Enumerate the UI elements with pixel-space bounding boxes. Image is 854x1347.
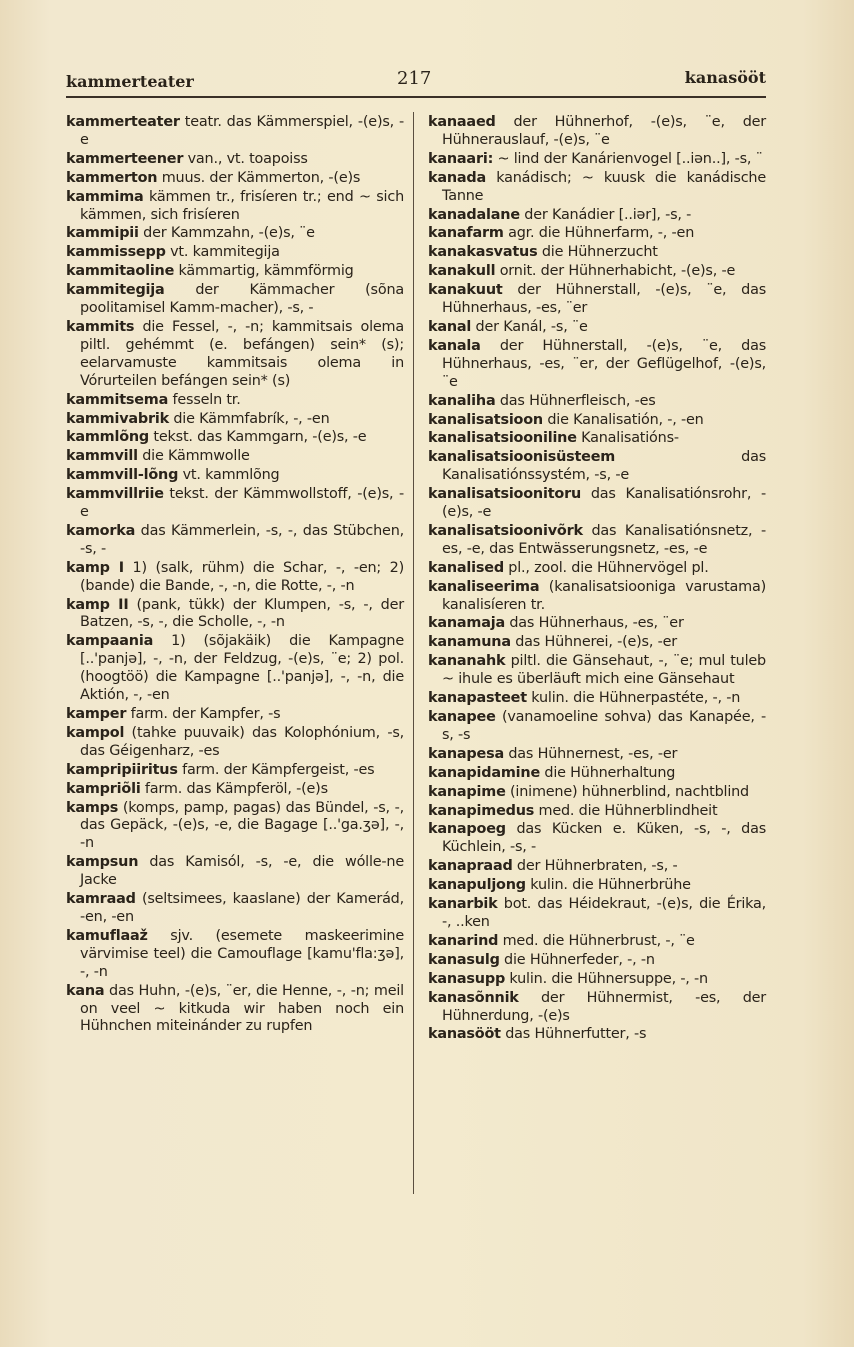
dictionary-entry xyxy=(66,706,404,724)
entry-headword: kanakull xyxy=(428,263,496,280)
entry-definition: kulin. die Hühnerbrühe xyxy=(525,877,691,894)
entry-definition: tekst. der Kämmwollstoff, -(e)s, -e xyxy=(80,486,404,521)
dictionary-entry xyxy=(428,821,766,857)
dictionary-entry xyxy=(428,990,766,1026)
entry-definition: (tahke puuvaik) das Kolophónium, -s, das Géigenharz, -es xyxy=(80,724,404,759)
dictionary-entry xyxy=(428,244,766,262)
entry-headword: kammlõng xyxy=(66,429,150,446)
entry-definition: kulin. die Hühnersuppe, -, -n xyxy=(505,970,708,987)
dictionary-entry xyxy=(428,690,766,708)
entry-definition: die Hühnerzucht xyxy=(537,244,658,261)
dictionary-entry xyxy=(66,319,404,391)
entry-headword: kanarbik xyxy=(428,896,498,913)
entry-headword: kanasulg xyxy=(428,951,500,968)
dictionary-entry xyxy=(428,170,766,206)
entry-headword: kanamuna xyxy=(428,634,511,651)
dictionary-entry xyxy=(428,615,766,633)
entry-definition: das Kanalisatiónsrohr, -(e)s, -e xyxy=(442,486,766,521)
dictionary-entry xyxy=(428,933,766,951)
entry-headword: kanaaed xyxy=(428,114,496,130)
entry-definition: (pank, tükk) der Klumpen, -s, -, der Batzen, -s, -, die Scholle, -, -n xyxy=(80,596,404,631)
dictionary-entry xyxy=(428,784,766,802)
entry-headword: kanasööt xyxy=(428,1026,501,1043)
entry-definition: (kanalisatsiooniga varustama) kanalisíeren tr. xyxy=(442,578,766,613)
entry-headword: kamps xyxy=(66,799,119,816)
entry-definition: das Kämmerlein, -s, -, das Stübchen, -s, - xyxy=(80,522,404,557)
entry-headword: kammits xyxy=(66,318,135,335)
entry-headword: kampaania xyxy=(66,633,154,650)
dictionary-entry xyxy=(428,486,766,522)
dictionary-entry xyxy=(428,412,766,430)
dictionary-entry xyxy=(66,854,404,890)
dictionary-entry xyxy=(428,319,766,337)
entry-definition: die Fessel, -, -n; kammitsais olema piltl. gehémmt (e. befángen) sein* (s); eelarvamuste kammitsais olema in Vórurteilen befángen sein* (s) xyxy=(80,318,404,389)
dictionary-entry xyxy=(428,634,766,652)
dictionary-entry xyxy=(428,393,766,411)
dictionary-entry xyxy=(66,244,404,262)
dictionary-entry xyxy=(66,411,404,429)
entry-headword: kanal xyxy=(428,318,472,335)
dictionary-entry xyxy=(428,560,766,578)
dictionary-entry xyxy=(428,858,766,876)
page-header xyxy=(66,66,766,94)
dictionary-entry xyxy=(428,430,766,448)
entry-definition: vt. kammlõng xyxy=(178,467,280,484)
dictionary-entry xyxy=(428,338,766,392)
entry-headword: kammitaoline xyxy=(66,263,175,280)
entry-headword: kanalisatsiooniline xyxy=(428,430,577,447)
entry-headword: kanalisatsioon xyxy=(428,411,543,428)
entry-headword: kamuflaaž xyxy=(66,927,148,944)
entry-definition: das Hühnerfutter, -s xyxy=(500,1026,647,1043)
entry-definition: sjv. (esemete maskeerimine värvimise teel) die Camouflage [kamu'fla:ʒə], -, -n xyxy=(80,927,404,980)
entry-definition: der Hühnerhof, -(e)s, ¨e, der Hühnerauslauf, -(e)s, ¨e xyxy=(442,114,766,148)
entry-definition: ~ lind der Kanárienvogel [..iən..], -s, ¨ xyxy=(493,150,763,167)
entry-headword: kampriõli xyxy=(66,780,141,797)
entry-headword: kamorka xyxy=(66,522,136,539)
dictionary-entry xyxy=(428,263,766,281)
entry-definition: der Kammzahn, -(e)s, ¨e xyxy=(138,225,315,242)
entry-definition: das Hühnernest, -es, -er xyxy=(503,745,678,762)
entry-definition: kanádisch; ~ kuusk die kanádische Tanne xyxy=(442,169,766,204)
dictionary-entry xyxy=(428,1026,766,1044)
dictionary-entry xyxy=(428,896,766,932)
dictionary-entry xyxy=(66,633,404,705)
dictionary-entry xyxy=(66,189,404,225)
entry-headword: kanaari: xyxy=(428,150,494,167)
entry-definition: das Kamisól, -s, -e, die wólle-ne Jacke xyxy=(80,854,404,889)
entry-headword: kammissepp xyxy=(66,244,166,261)
entry-headword: kanapuljong xyxy=(428,877,526,894)
dictionary-entry xyxy=(428,151,766,169)
entry-headword: kampripiiritus xyxy=(66,761,178,778)
entry-definition: das Kanalisatiónssystém, -s, -e xyxy=(442,449,766,484)
entry-headword: kammima xyxy=(66,188,144,205)
entry-definition: farm. der Kampfer, -s xyxy=(126,706,281,722)
entry-definition: fesseln tr. xyxy=(168,391,241,408)
entry-headword: kanalisatsioonisüsteem xyxy=(428,449,616,466)
entry-definition: farm. das Kämpferöl, -(e)s xyxy=(140,780,328,797)
entry-definition: das Huhn, -(e)s, ¨er, die Henne, -, -n; meil on veel ~ kitkuda wir haben noch ein Hühnchen miteinánder zu rupfen xyxy=(80,982,404,1035)
entry-definition: das Hühnerei, -(e)s, -er xyxy=(510,634,677,651)
entry-headword: kammivabrik xyxy=(66,410,169,427)
header-rule xyxy=(66,96,766,98)
entry-headword: kamp I xyxy=(66,559,124,576)
dictionary-entry xyxy=(66,114,404,150)
entry-headword: kana xyxy=(66,982,105,999)
dictionary-entry xyxy=(66,523,404,559)
dictionary-entry xyxy=(66,800,404,854)
entry-headword: kanapraad xyxy=(428,858,513,875)
entry-headword: kanakuut xyxy=(428,282,503,299)
dictionary-entry xyxy=(428,114,766,150)
entry-definition: (komps, pamp, pagas) das Bündel, -s, -, das Gepäck, -(e)s, -e, die Bagage [..'ga.ʒə], -, -n xyxy=(80,799,404,852)
entry-definition: der Hühnerstall, -(e)s, ¨e, das Hühnerhaus, -es, ¨er xyxy=(442,282,766,317)
dictionary-entry xyxy=(428,225,766,243)
entry-definition: 1) (salk, rühm) die Schar, -, -en; 2) (bande) die Bande, -, -n, die Rotte, -, -n xyxy=(80,559,404,594)
entry-definition: der Hühnerstall, -(e)s, ¨e, das Hühnerhaus, -es, ¨er, der Geflügelhof, -(e)s, ¨e xyxy=(442,337,766,390)
entry-headword: kammerton xyxy=(66,169,158,186)
entry-headword: kammitegija xyxy=(66,282,165,299)
left-column xyxy=(66,114,404,1037)
entry-definition: bot. das Héidekraut, -(e)s, die Érika, -, ..ken xyxy=(442,896,766,930)
entry-headword: kanalisatsioonitoru xyxy=(428,486,582,503)
dictionary-entry xyxy=(66,560,404,596)
entry-definition: die Kämmwolle xyxy=(137,448,250,465)
entry-headword: kammerteener xyxy=(66,150,184,167)
dictionary-entry xyxy=(66,983,404,1037)
entry-definition: die Kämmfabrík, -, -en xyxy=(169,410,330,427)
entry-definition: farm. der Kämpfergeist, -es xyxy=(177,761,375,778)
entry-headword: kanaliha xyxy=(428,392,496,409)
entry-headword: kanaliseerima xyxy=(428,578,540,595)
entry-definition: das Hühnerhaus, -es, ¨er xyxy=(505,615,684,632)
entry-definition: das Kanalisatiónsnetz, -es, -e, das Entwässerungsnetz, -es, -e xyxy=(442,522,766,557)
entry-headword: kanakasvatus xyxy=(428,244,538,261)
right-column xyxy=(428,114,766,1045)
entry-definition: med. die Hühnerbrust, -, ¨e xyxy=(498,932,695,949)
entry-headword: kamraad xyxy=(66,891,136,908)
entry-definition: der Kanál, -s, ¨e xyxy=(471,318,588,335)
entry-definition: kämmartig, kämmförmig xyxy=(174,263,354,280)
entry-definition: das Kücken e. Küken, -s, -, das Küchlein, -s, - xyxy=(442,821,766,856)
dictionary-entry xyxy=(428,523,766,559)
entry-definition: der Hühnerbraten, -s, - xyxy=(512,858,678,875)
entry-definition: (vanamoeline sohva) das Kanapée, -s, -s xyxy=(442,709,766,743)
entry-headword: kanapidamine xyxy=(428,764,541,781)
dictionary-entry xyxy=(428,803,766,821)
entry-headword: kanapee xyxy=(428,709,496,725)
entry-headword: kammvillriie xyxy=(66,486,164,503)
running-head-left: kammerteater xyxy=(66,72,194,91)
entry-definition: der Hühnermist, -es, der Hühnerdung, -(e)s xyxy=(442,989,766,1024)
entry-headword: kammerteater xyxy=(66,114,180,130)
dictionary-entry xyxy=(66,597,404,633)
dictionary-entry xyxy=(66,448,404,466)
column-divider xyxy=(413,112,414,1194)
entry-headword: kanalised xyxy=(428,559,504,576)
dictionary-entry xyxy=(66,392,404,410)
entry-headword: kammitsema xyxy=(66,391,169,408)
entry-headword: kammvill-lõng xyxy=(66,467,179,484)
dictionary-entry xyxy=(66,429,404,447)
entry-headword: kammvill xyxy=(66,448,138,465)
dictionary-entry xyxy=(428,971,766,989)
entry-headword: kanapoeg xyxy=(428,821,506,838)
entry-headword: kananahk xyxy=(428,653,506,670)
dictionary-entry xyxy=(66,891,404,927)
entry-headword: kanasõnnik xyxy=(428,989,519,1006)
entry-headword: kampol xyxy=(66,724,125,741)
entry-definition: (inimene) hühnerblind, nachtblind xyxy=(505,783,749,800)
dictionary-entry xyxy=(66,467,404,485)
entry-definition: (seltsimees, kaaslane) der Kamerád, -en, -en xyxy=(80,891,404,925)
entry-headword: kamp II xyxy=(66,596,129,613)
entry-headword: kanala xyxy=(428,337,481,354)
dictionary-entry xyxy=(428,709,766,745)
entry-definition: der Kämmacher (sõna poolitamisel Kamm-macher), -s, - xyxy=(80,282,404,317)
entry-headword: kanalisatsioonivõrk xyxy=(428,522,583,539)
entry-definition: der Kanádier [..iər], -s, - xyxy=(519,206,692,223)
entry-headword: kanapesa xyxy=(428,745,504,762)
entry-definition: die Hühnerhaltung xyxy=(540,764,676,781)
entry-definition: ornit. der Hühnerhabicht, -(e)s, -e xyxy=(495,263,736,280)
entry-headword: kanadalane xyxy=(428,206,520,223)
dictionary-entry xyxy=(428,282,766,318)
dictionary-entry xyxy=(66,282,404,318)
entry-definition: agr. die Hühnerfarm, -, -en xyxy=(503,225,695,242)
entry-headword: kanapimedus xyxy=(428,802,535,819)
dictionary-entry xyxy=(66,170,404,188)
dictionary-entry xyxy=(66,263,404,281)
dictionary-entry xyxy=(66,151,404,169)
dictionary-entry xyxy=(428,746,766,764)
entry-definition: teatr. das Kämmerspiel, -(e)s, -e xyxy=(80,114,404,148)
dictionary-entry xyxy=(428,877,766,895)
entry-definition: tekst. das Kammgarn, -(e)s, -e xyxy=(149,429,367,446)
entry-definition: muus. der Kämmerton, -(e)s xyxy=(157,169,361,186)
entry-definition: med. die Hühnerblindheit xyxy=(534,802,718,819)
entry-definition: Kanalisatións- xyxy=(576,430,679,447)
dictionary-entry xyxy=(428,653,766,689)
dictionary-entry xyxy=(66,725,404,761)
dictionary-entry xyxy=(428,207,766,225)
entry-definition: 1) (sõjakäik) die Kampagne [..'panjə], -, -n, der Feldzug, -(e)s, ¨e; 2) pol. (hoogtöö) die Kampagne [..'panjə], -, -n, die Aktión, -, -en xyxy=(80,633,404,704)
entry-headword: kanasupp xyxy=(428,970,506,987)
entry-headword: kanapasteet xyxy=(428,690,527,707)
entry-definition: pl., zool. die Hühnervögel pl. xyxy=(503,559,709,576)
dictionary-entry xyxy=(66,225,404,243)
entry-definition: piltl. die Gänsehaut, -, ¨e; mul tuleb ~ ihule es überläuft mich eine Gänsehaut xyxy=(442,653,766,688)
dictionary-entry xyxy=(66,781,404,799)
entry-headword: kanada xyxy=(428,169,487,186)
entry-definition: vt. kammitegija xyxy=(165,244,280,261)
entry-headword: kanarind xyxy=(428,932,499,949)
entry-headword: kammipii xyxy=(66,225,139,242)
entry-headword: kanamaja xyxy=(428,615,505,632)
dictionary-entry xyxy=(428,449,766,485)
entry-definition: die Kanalisatión, -, -en xyxy=(542,411,704,428)
running-head-right: kanasööt xyxy=(684,68,766,87)
dictionary-entry xyxy=(428,579,766,615)
entry-definition: kämmen tr., frisíeren tr.; end ~ sich kämmen, sich frisíeren xyxy=(80,188,404,223)
entry-definition: kulin. die Hühnerpastéte, -, -n xyxy=(526,690,741,707)
page-number: 217 xyxy=(397,68,432,89)
dictionary-entry xyxy=(66,762,404,780)
dictionary-entry xyxy=(66,486,404,522)
entry-headword: kampsun xyxy=(66,854,139,871)
dictionary-entry xyxy=(66,928,404,982)
dictionary-entry xyxy=(428,765,766,783)
entry-headword: kamper xyxy=(66,706,127,722)
entry-definition: das Hühnerfleisch, -es xyxy=(495,392,656,409)
dictionary-entry xyxy=(428,952,766,970)
entry-definition: die Hühnerfeder, -, -n xyxy=(499,951,655,968)
entry-headword: kanapime xyxy=(428,783,506,800)
entry-headword: kanafarm xyxy=(428,225,504,242)
entry-definition: van., vt. toapoiss xyxy=(183,150,308,167)
